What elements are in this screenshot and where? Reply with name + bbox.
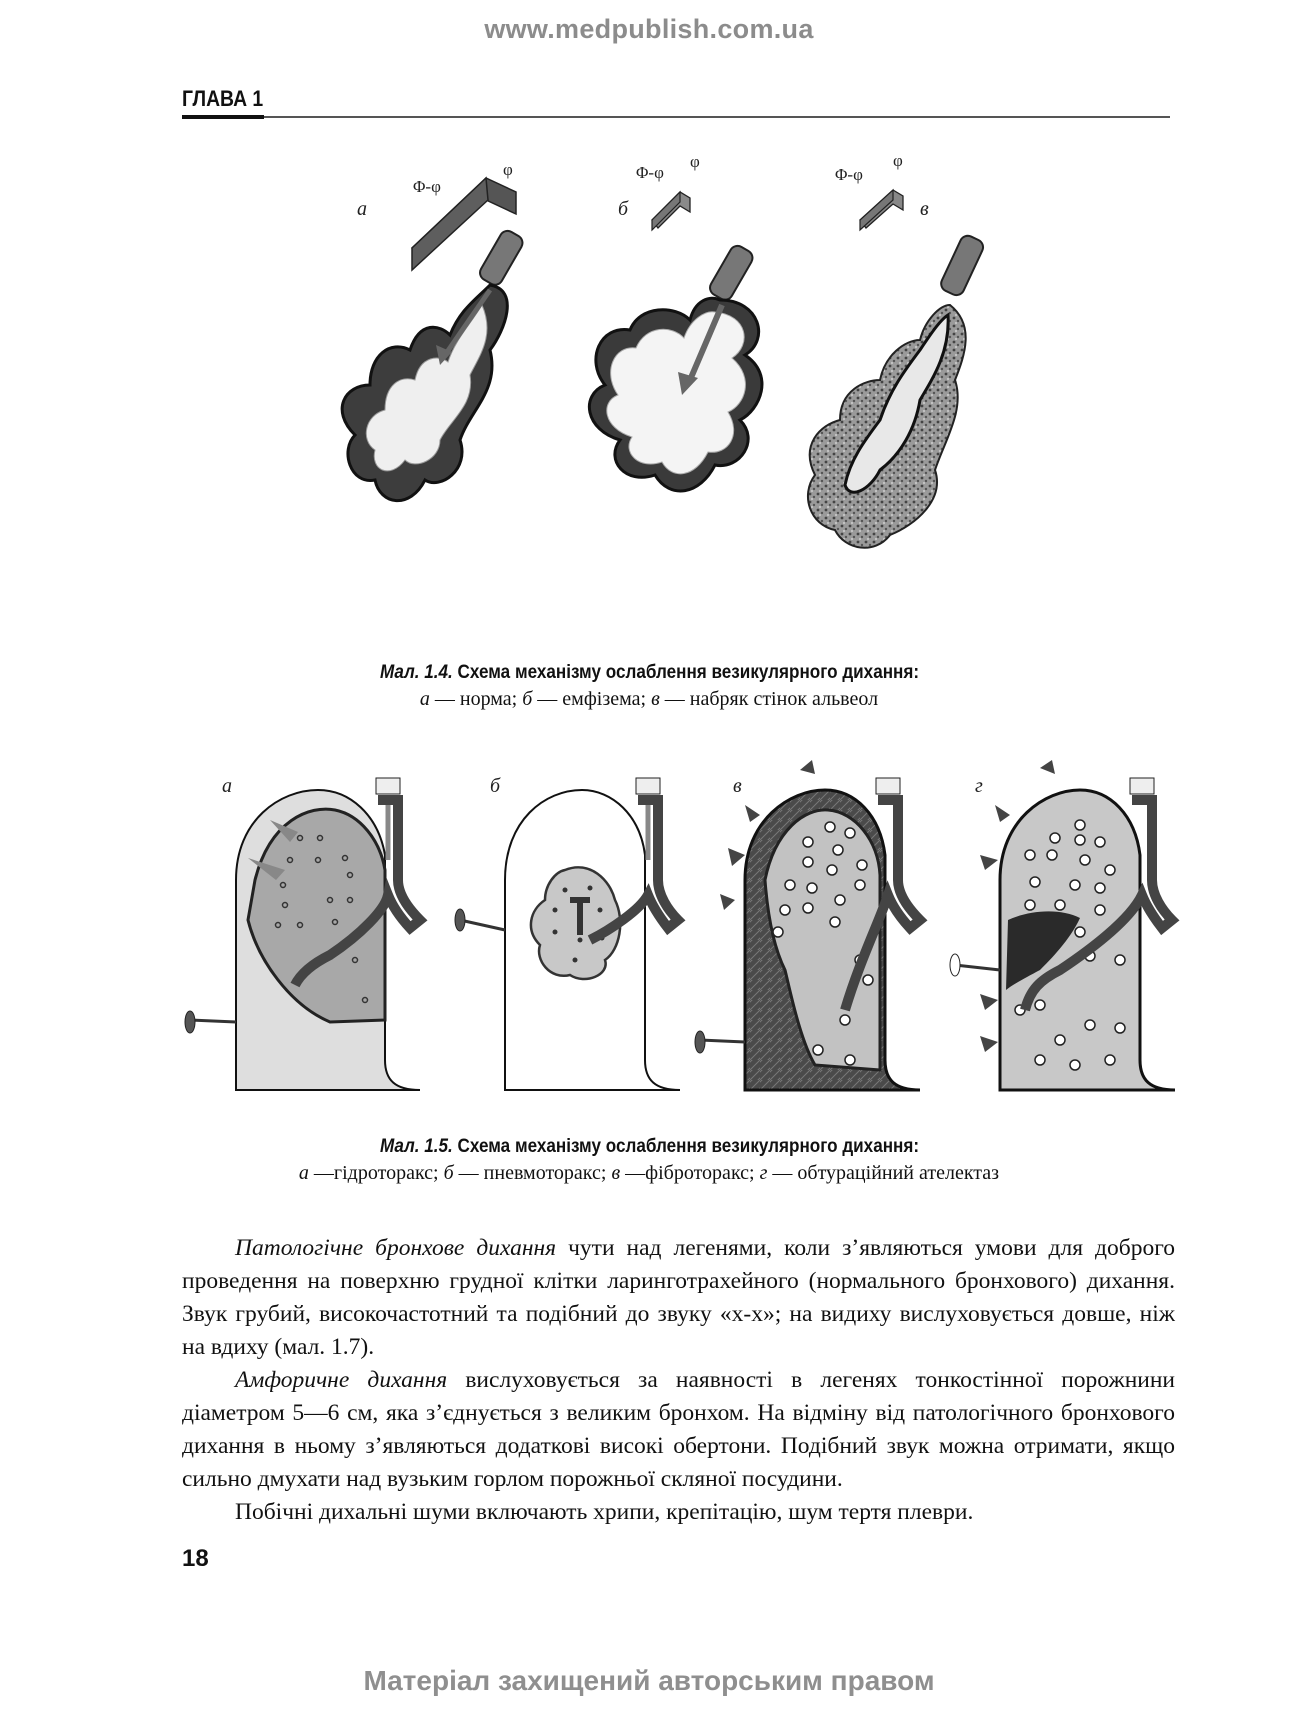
- body-text: [182, 1232, 1175, 1529]
- copyright-watermark: Матеріал захищений авторським правом: [363, 1665, 935, 1696]
- figure-1-5-caption: [0, 1136, 1298, 1185]
- legend-letter: в: [611, 1162, 621, 1184]
- figure-1-4: [0, 140, 1298, 640]
- paragraph: [182, 1232, 1175, 1364]
- flow-label: Φ-φ: [636, 163, 664, 182]
- legend-text: — набряк стінок альвеол: [659, 688, 879, 710]
- caption-number: Мал. 1.4.: [379, 662, 453, 683]
- legend-text: —гідроторакс;: [308, 1162, 444, 1184]
- figure-1-4-caption: [0, 662, 1298, 711]
- paragraph: [182, 1364, 1175, 1496]
- panel-letter: в: [920, 198, 929, 220]
- panel-letter: а: [357, 198, 367, 220]
- figure-1-4-illustration: [0, 140, 1298, 640]
- panel-letter: в: [733, 775, 742, 797]
- flow-label: Φ-φ: [413, 177, 441, 196]
- legend-letter: г: [759, 1162, 768, 1184]
- panel-v-edema: [808, 151, 986, 548]
- flow-label-small: φ: [503, 160, 513, 179]
- panel-letter: б: [490, 775, 501, 797]
- legend-text: — норма;: [429, 688, 523, 710]
- term: Патологічне бронхове дихання: [235, 1235, 557, 1261]
- panel-letter: г: [975, 775, 983, 797]
- panel-b-pneumothorax: [455, 775, 680, 1090]
- legend-letter: б: [522, 688, 533, 710]
- paragraph-text: Побічні дихальні шуми включають хрипи, крепітацію, шум тертя плеври.: [235, 1499, 974, 1525]
- caption-text: Схема механізму ослаблення везикулярного дихання:: [452, 1136, 919, 1157]
- figure-1-5-illustration: [0, 760, 1298, 1100]
- legend-letter: а: [419, 688, 430, 710]
- caption-number: Мал. 1.5.: [379, 1136, 453, 1157]
- legend-text: — обтураційний ателектаз: [767, 1162, 1000, 1184]
- paragraph-text: вислуховується за наявності в легенях тонкостінної порожнини діаметром 5—6 см, яка з’єднується з великим бронхом. На відміну від патологічного бронхового дихання в ньому з’являються додаткові високі обертони. Подібний звук можна отримати, якщо сильно дмухати над вузьким горлом порожньої скляної посудини.: [182, 1367, 1175, 1492]
- caption-title: [379, 662, 918, 684]
- caption-title: [379, 1136, 918, 1158]
- figure-1-5: [0, 760, 1298, 1100]
- legend-text: — пневмоторакс;: [453, 1162, 612, 1184]
- panel-v-fibrothorax: [695, 760, 920, 1090]
- panel-g-atelectasis: [950, 760, 1175, 1090]
- panel-letter: а: [222, 775, 232, 797]
- caption-legend: [0, 688, 1298, 711]
- chapter-heading: ГЛАВА 1: [182, 86, 264, 111]
- paragraph: [182, 1496, 1175, 1529]
- panel-b-emphysema: [589, 152, 762, 491]
- legend-letter: в: [651, 688, 660, 710]
- paragraph-text: чути над легенями, коли з’являються умови для доброго проведення на поверхню грудної клітки ларинготрахейного (нормального бронхового) дихання. Звук грубий, високочастотний та подібний до звуку «х-х»; на видиху вислуховується довше, ніж на вдиху (мал. 1.7).: [182, 1235, 1176, 1360]
- panel-a-hydrothorax: [185, 775, 420, 1090]
- legend-letter: а: [298, 1162, 309, 1184]
- caption-text: Схема механізму ослаблення везикулярного дихання:: [452, 662, 919, 683]
- flow-label-small: φ: [893, 151, 903, 170]
- panel-a-norm: [342, 160, 525, 501]
- flow-label: Φ-φ: [835, 165, 863, 184]
- flow-label-small: φ: [690, 152, 700, 171]
- page-number: 18: [182, 1545, 209, 1572]
- legend-letter: б: [443, 1162, 454, 1184]
- caption-legend: [0, 1162, 1298, 1185]
- legend-text: —фіброторакс;: [620, 1162, 760, 1184]
- header-rule-accent: [182, 115, 264, 119]
- term: Амфоричне дихання: [235, 1367, 448, 1393]
- legend-text: — емфізема;: [532, 688, 652, 710]
- header-rule: [182, 116, 1170, 118]
- panel-letter: б: [618, 198, 629, 220]
- site-watermark: www.medpublish.com.ua: [484, 14, 814, 44]
